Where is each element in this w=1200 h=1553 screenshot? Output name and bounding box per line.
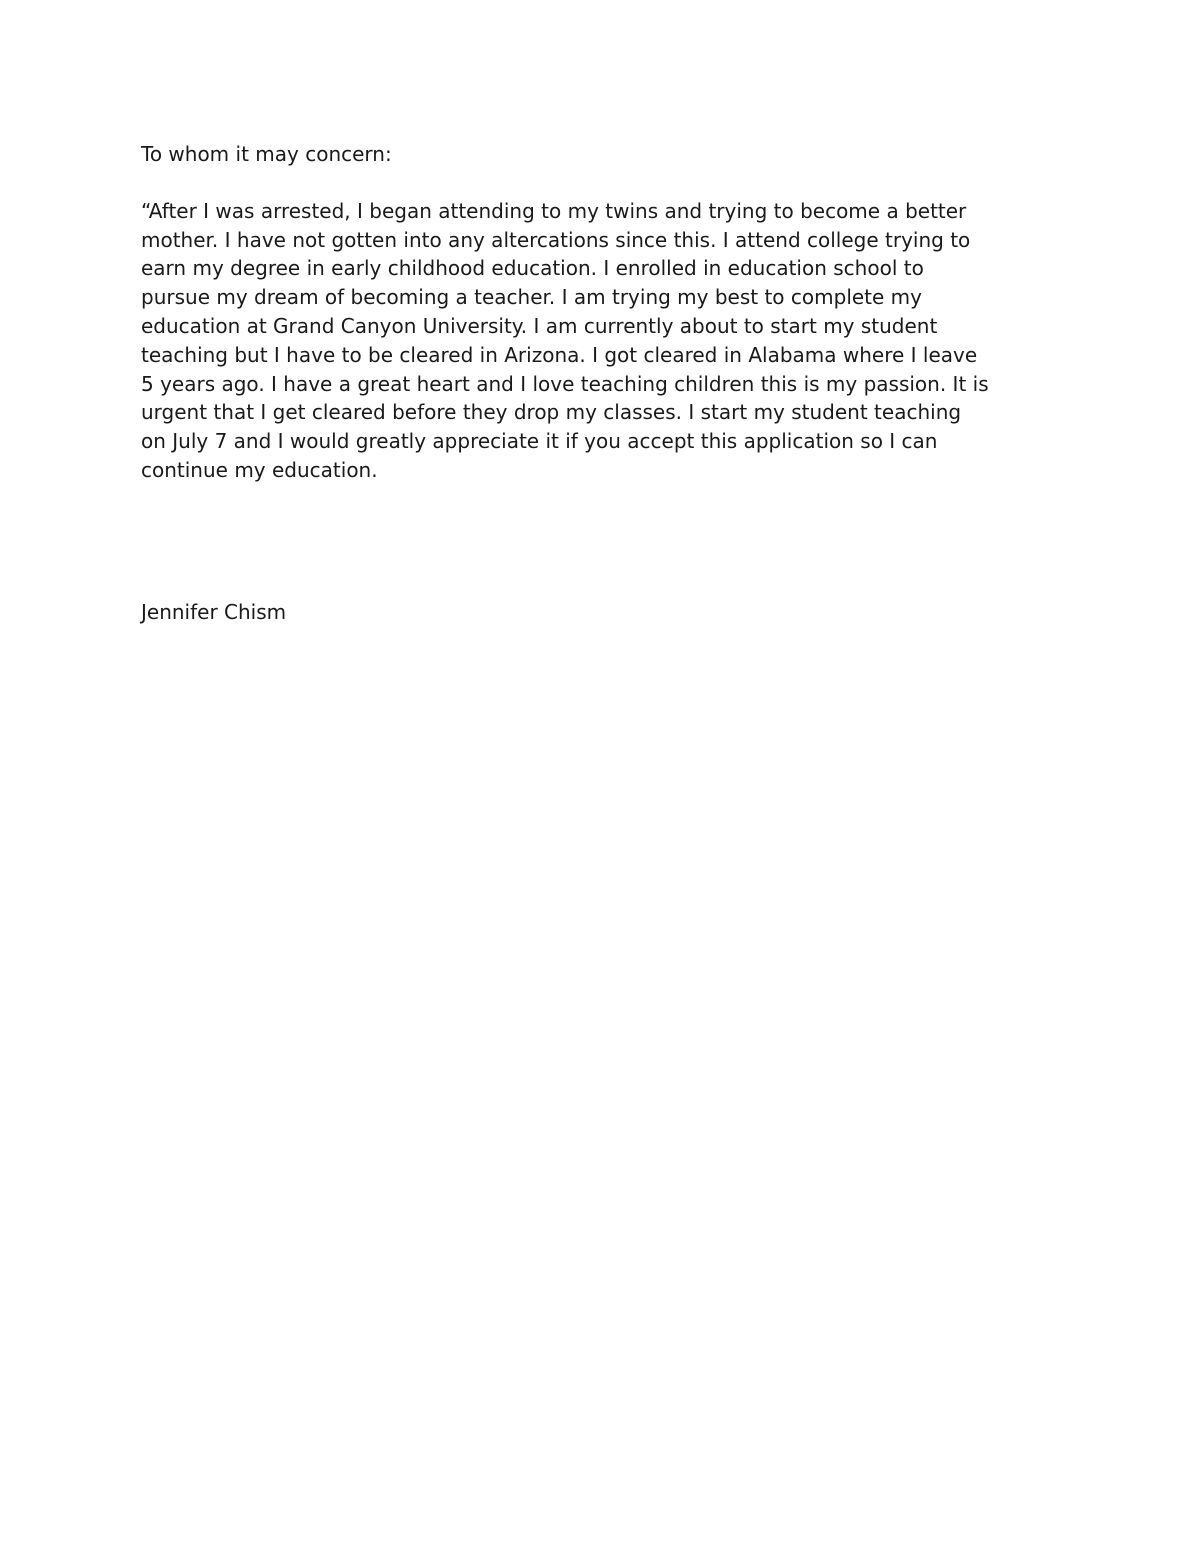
body-line: continue my education. — [141, 457, 378, 482]
body-line: on July 7 and I would greatly appreciate it if you accept this application so I can — [141, 429, 938, 454]
body-line: earn my degree in early childhood education. I enrolled in education school to — [141, 256, 924, 281]
body-line: mother. I have not gotten into any altercations since this. I attend college trying to — [141, 227, 971, 252]
body-line: pursue my dream of becoming a teacher. I am trying my best to complete my — [141, 285, 922, 310]
salutation: To whom it may concern: — [141, 142, 392, 166]
body-line: 5 years ago. I have a great heart and I love teaching children this is my passion. It is — [141, 371, 989, 396]
signature-name: Jennifer Chism — [141, 600, 287, 624]
letter-content — [141, 140, 1071, 485]
body-line: urgent that I get cleared before they drop my classes. I start my student teaching — [141, 400, 962, 425]
body-line: “After I was arrested, I began attending to my twins and trying to become a better — [141, 198, 967, 223]
body-line: teaching but I have to be cleared in Arizona. I got cleared in Alabama where I leave — [141, 342, 978, 367]
body-line: education at Grand Canyon University. I am currently about to start my student — [141, 313, 938, 338]
letter-body — [141, 197, 1071, 485]
